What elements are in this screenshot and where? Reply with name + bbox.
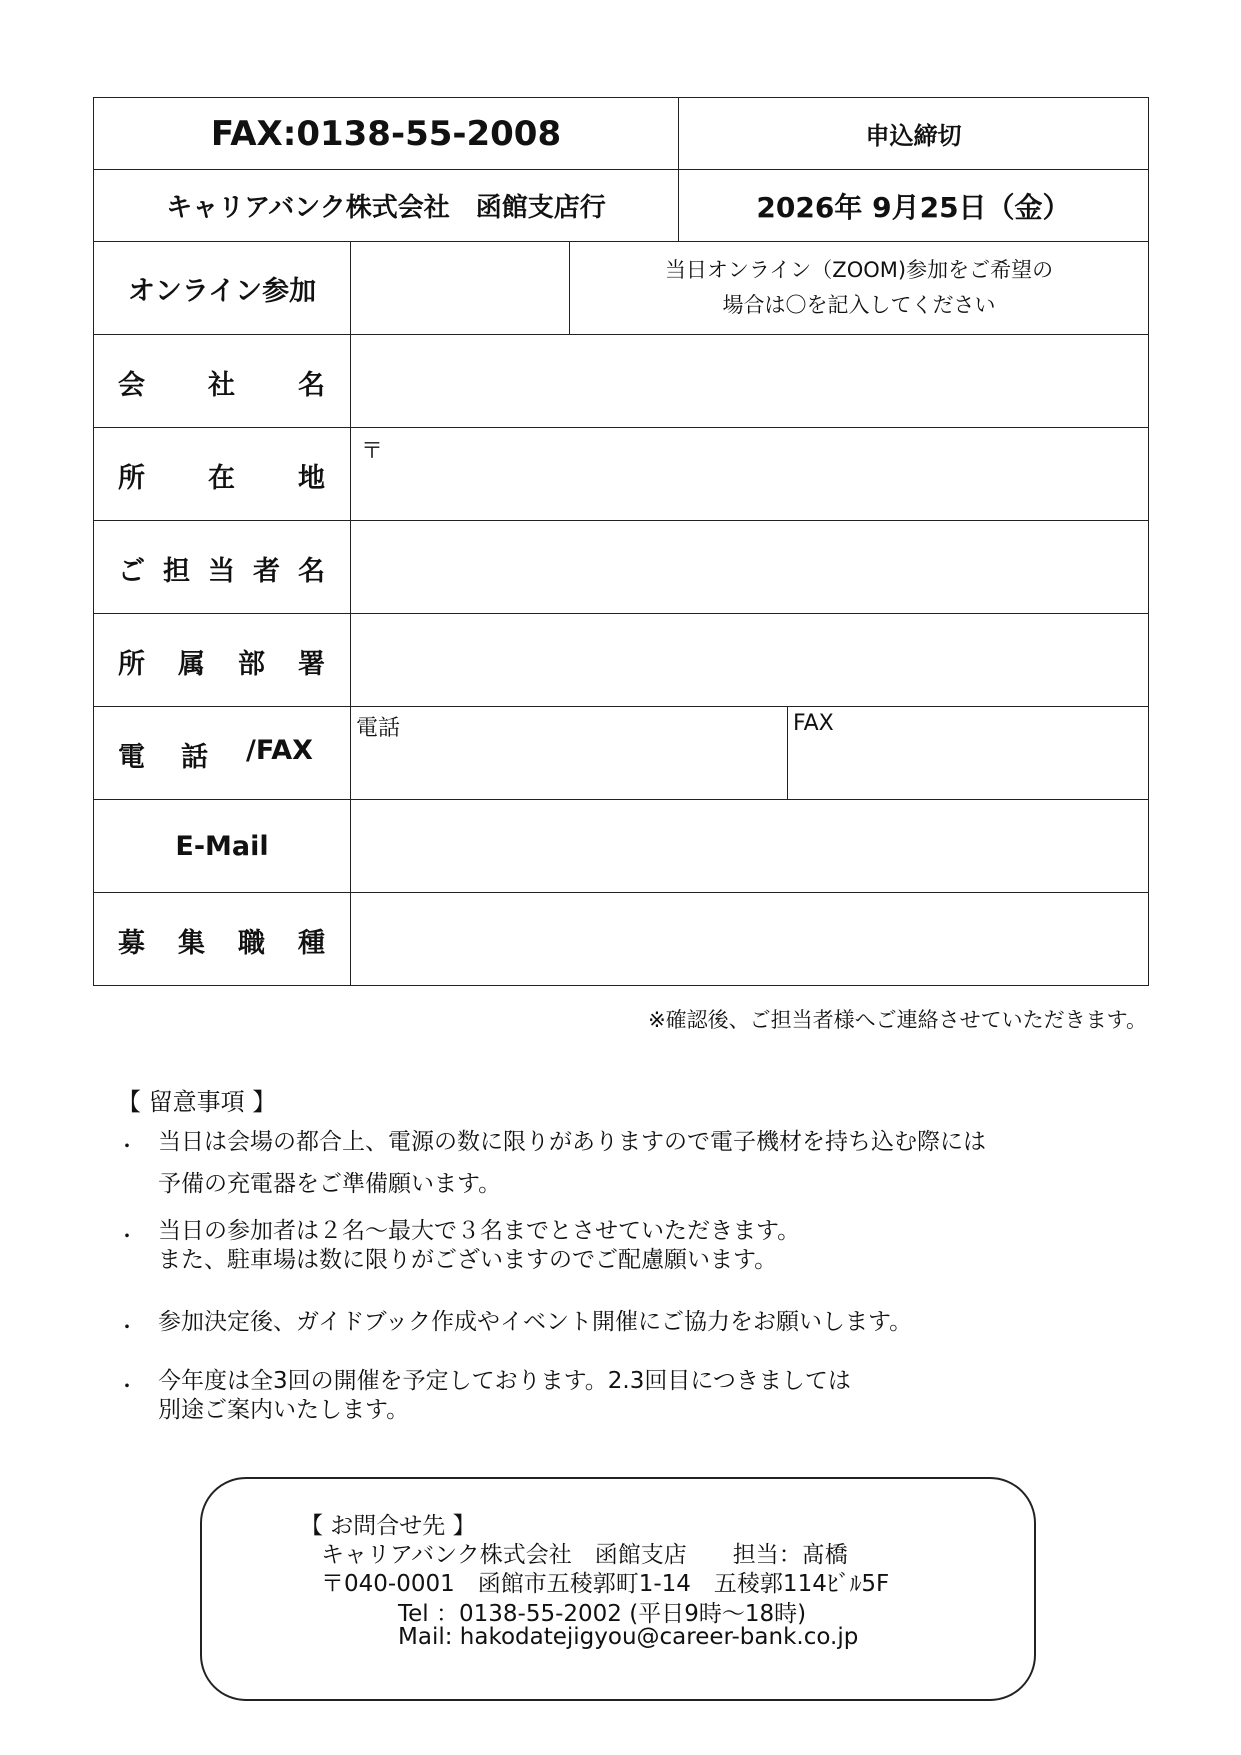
- address-label-2: 在: [208, 463, 235, 494]
- online-label: オンライン参加: [127, 275, 317, 307]
- person-input[interactable]: [350, 520, 1149, 614]
- phone-fax-label-1: 電: [118, 742, 145, 773]
- bullet-2: ・: [117, 1224, 137, 1248]
- company-name-label-3: 名: [298, 370, 325, 401]
- confirm-note: ※確認後、ご担当者様へご連絡させていただきます。: [648, 1008, 1147, 1032]
- email-label-cell: [93, 799, 351, 893]
- department-label-4: 署: [298, 649, 325, 680]
- addressee-cell: [93, 169, 679, 242]
- note-1-line2: 予備の充電器をご準備願います。: [158, 1171, 502, 1197]
- online-note-cell: [569, 241, 1149, 335]
- postal-mark: 〒: [361, 439, 384, 464]
- note-2-line1: 当日の参加者は２名～最大で３名までとさせていただきます。: [158, 1218, 801, 1244]
- bullet-3: ・: [117, 1315, 137, 1339]
- address-input[interactable]: [350, 427, 1149, 521]
- job-label-4: 種: [298, 928, 325, 959]
- fax-number: FAX:0138-55-2008: [210, 113, 562, 154]
- department-label-1: 所: [118, 649, 145, 680]
- deadline-date-cell: [678, 169, 1149, 242]
- address-label-3: 地: [298, 463, 325, 494]
- deadline-date: 2026年 9月25日（金）: [756, 190, 1071, 224]
- job-label-2: 集: [178, 928, 205, 959]
- online-label-cell: [93, 241, 351, 335]
- contact-title: 【 お問合せ先 】: [300, 1513, 476, 1539]
- deadline-label: 申込締切: [865, 122, 962, 150]
- phone-fax-label-3: /FAX: [246, 735, 313, 766]
- notes-title: 【 留意事項 】: [117, 1088, 277, 1116]
- department-label-2: 属: [178, 649, 205, 680]
- address-label-cell: [93, 427, 351, 521]
- person-label-3: 当: [208, 556, 235, 587]
- person-label-5: 名: [298, 556, 325, 587]
- contact-address: 〒040-0001 函館市五稜郭町1-14 五稜郭114ﾋﾞﾙ5F: [321, 1571, 890, 1597]
- address-label-1: 所: [118, 463, 145, 494]
- note-3-line1: 参加決定後、ガイドブック作成やイベント開催にご協力をお願いします。: [158, 1309, 913, 1335]
- online-note-line1: 当日オンライン（ZOOM)参加をご希望の: [664, 258, 1054, 282]
- phone-fax-label-cell: [93, 706, 351, 800]
- job-label-1: 募: [118, 928, 145, 959]
- company-name-label-2: 社: [208, 370, 235, 401]
- contact-box: [200, 1477, 1036, 1701]
- person-label-1: ご: [118, 556, 145, 587]
- phone-input[interactable]: [350, 706, 788, 800]
- fax-label: FAX: [793, 711, 834, 736]
- contact-mail[interactable]: Mail: hakodatejigyou@career-bank.co.jp: [398, 1624, 859, 1650]
- addressee: キャリアバンク株式会社 函館支店行: [166, 193, 606, 223]
- person-label-cell: [93, 520, 351, 614]
- email-label: E-Mail: [175, 830, 269, 862]
- fax-number-cell: [93, 97, 679, 170]
- contact-tel: Tel ：0138-55-2002 (平日9時～18時): [398, 1601, 807, 1627]
- bullet-4: ・: [117, 1374, 137, 1398]
- online-note-line2: 場合は〇を記入してください: [722, 293, 996, 317]
- department-label-3: 部: [238, 649, 265, 680]
- phone-fax-label-2: 話: [181, 742, 208, 773]
- company-name-label-1: 会: [118, 370, 145, 401]
- job-label-cell: [93, 892, 351, 986]
- note-4-line2: 別途ご案内いたします。: [158, 1397, 410, 1423]
- online-input[interactable]: [350, 241, 570, 335]
- contact-company: キャリアバンク株式会社 函館支店 担当：髙橋: [321, 1542, 848, 1568]
- note-1-line1: 当日は会場の都合上、電源の数に限りがありますので電子機材を持ち込む際には: [158, 1129, 986, 1155]
- deadline-label-cell: [678, 97, 1149, 170]
- job-input[interactable]: [350, 892, 1149, 986]
- note-4-line1: 今年度は全3回の開催を予定しております。2.3回目につきましては: [158, 1368, 851, 1394]
- job-label-3: 職: [238, 928, 265, 959]
- company-name-label-cell: [93, 334, 351, 428]
- department-label-cell: [93, 613, 351, 707]
- phone-label: 電話: [356, 716, 401, 741]
- person-label-2: 担: [163, 556, 190, 587]
- person-label-4: 者: [253, 556, 280, 587]
- note-2-line2: また、駐車場は数に限りがございますのでご配慮願います。: [158, 1247, 778, 1273]
- email-input[interactable]: [350, 799, 1149, 893]
- bullet-1: ・: [117, 1134, 137, 1158]
- fax-input[interactable]: [787, 706, 1149, 800]
- company-name-input[interactable]: [350, 334, 1149, 428]
- department-input[interactable]: [350, 613, 1149, 707]
